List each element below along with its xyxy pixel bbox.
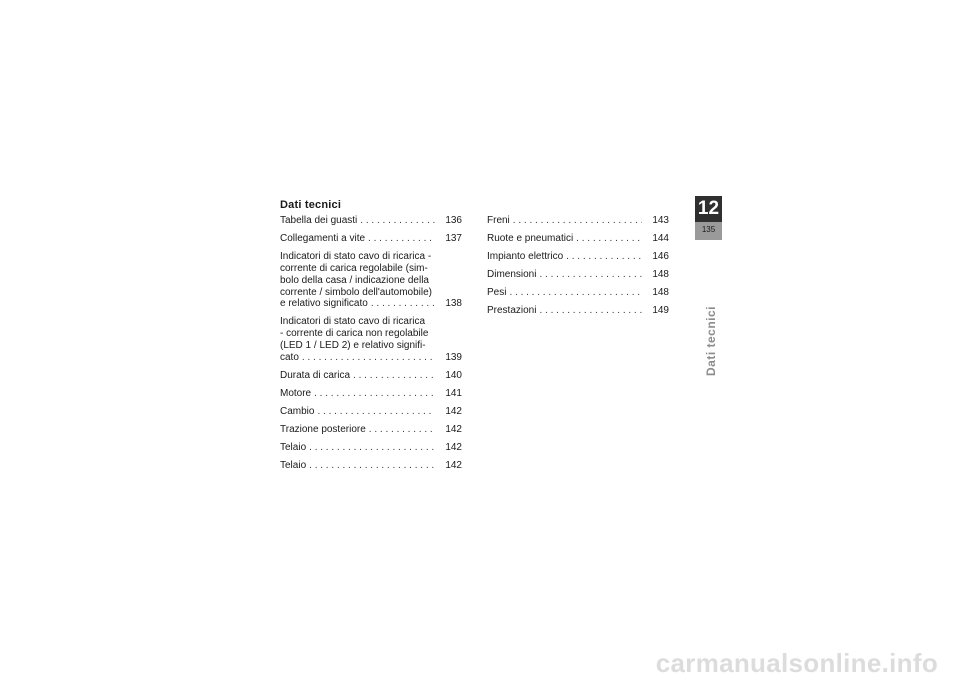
dot-leader	[368, 233, 435, 245]
toc-entry-title: Collegamenti a vite	[280, 233, 366, 245]
toc-entry-page: 148	[652, 287, 669, 299]
toc-entry-title: cato	[280, 351, 299, 363]
toc-entry-title: Impianto elettrico	[487, 251, 564, 263]
dot-leader	[509, 287, 642, 299]
toc-entry-line	[487, 305, 669, 317]
dot-leader	[369, 424, 435, 436]
toc-entry-line	[280, 388, 462, 400]
dot-leader	[317, 406, 435, 418]
toc-entry[interactable]	[280, 251, 462, 310]
toc-entry-line	[280, 424, 462, 436]
toc-entry-line	[487, 233, 669, 245]
toc-entry-title: Telaio	[280, 442, 307, 454]
toc-entry-page: 138	[445, 298, 462, 310]
toc-entry-page: 141	[445, 388, 462, 400]
toc-entry-line	[280, 233, 462, 245]
toc-entry[interactable]	[280, 406, 462, 418]
toc-entry-line	[280, 370, 462, 382]
toc-entry[interactable]	[280, 424, 462, 436]
toc-entry-line	[280, 442, 462, 454]
toc-entry-title: Telaio	[280, 460, 307, 472]
toc-entry-page: 149	[652, 305, 669, 317]
toc-entry-line	[487, 287, 669, 299]
toc-entry-line	[487, 251, 669, 263]
toc-entry[interactable]	[487, 287, 669, 299]
toc-entry-title-line: Indicatori di stato cavo di ricarica	[280, 316, 426, 328]
toc-entry-page: 139	[445, 351, 462, 363]
toc-entry[interactable]	[487, 305, 669, 317]
toc-entry-line	[280, 460, 462, 472]
toc-entry-page: 144	[652, 233, 669, 245]
toc-entry-title: Motore	[280, 388, 312, 400]
toc-entry-title: e relativo significato	[280, 298, 368, 310]
page-title: Dati tecnici	[280, 199, 342, 211]
toc-entry[interactable]	[280, 233, 462, 245]
toc-entry-title: Tabella dei guasti	[280, 215, 358, 226]
dot-leader	[539, 269, 642, 281]
page-number: 135	[695, 222, 722, 240]
toc-entry-page: 146	[652, 251, 669, 263]
toc-entry-title-line: (LED 1 / LED 2) e relativo signifi-	[280, 340, 426, 352]
toc-entry-line	[487, 269, 669, 281]
dot-leader	[566, 251, 642, 263]
toc-entry-title-line: corrente / simbolo dell'automobile)	[280, 286, 432, 298]
dot-leader	[360, 215, 435, 227]
toc-entry[interactable]	[487, 233, 669, 245]
toc-entry-line	[280, 298, 462, 310]
toc-column-left	[280, 215, 462, 479]
toc-entry-title: Durata di carica	[280, 369, 351, 381]
toc-entry-page: 148	[652, 269, 669, 281]
dot-leader	[302, 352, 435, 364]
toc-entry-page: 142	[445, 406, 462, 418]
toc-entry-page: 142	[445, 424, 462, 436]
toc-entry-title-line: Indicatori di stato cavo di ricarica -	[280, 251, 432, 263]
toc-entry[interactable]	[487, 269, 669, 281]
toc-entry-title: Cambio	[280, 406, 315, 418]
toc-entry-line	[487, 215, 669, 227]
toc-entry-title-line: - corrente di carica non regolabile	[280, 328, 429, 340]
chapter-side-title: Dati tecnici	[704, 305, 718, 377]
watermark: carmanualsonline.info	[655, 648, 938, 678]
toc-entry-page: 137	[445, 233, 462, 245]
toc-entry-page: 143	[652, 215, 669, 226]
toc-entry[interactable]	[487, 215, 669, 227]
dot-leader	[353, 370, 435, 382]
toc-entry[interactable]	[280, 442, 462, 454]
toc-entry-page: 142	[445, 442, 462, 454]
dot-leader	[309, 442, 435, 454]
toc-column-right	[487, 215, 669, 324]
dot-leader	[309, 460, 435, 472]
toc-entry-line	[280, 215, 462, 227]
chapter-number: 12	[697, 198, 720, 219]
toc-entry-title: Freni	[487, 215, 510, 226]
toc-entry[interactable]	[280, 388, 462, 400]
toc-entry-page: 136	[445, 215, 462, 226]
toc-entry-title: Prestazioni	[487, 305, 537, 317]
dot-leader	[539, 305, 642, 317]
toc-entry-title: Dimensioni	[487, 269, 537, 281]
toc-entry[interactable]	[280, 460, 462, 472]
toc-entry[interactable]	[487, 251, 669, 263]
toc-entry-line	[280, 352, 462, 364]
chapter-tab	[695, 196, 722, 240]
dot-leader	[371, 298, 435, 310]
toc-entry-page: 140	[445, 369, 462, 381]
toc-entry-page: 142	[445, 460, 462, 472]
toc-entry-title: Trazione posteriore	[280, 424, 366, 436]
dot-leader	[314, 388, 435, 400]
toc-entry-title: Ruote e pneumatici	[487, 233, 574, 245]
dot-leader	[576, 233, 642, 245]
toc-entry[interactable]	[280, 370, 462, 382]
toc-entry-line	[280, 406, 462, 418]
dot-leader	[513, 215, 642, 227]
toc-entry-title-line: corrente di carica regolabile (sim-	[280, 262, 428, 274]
toc-entry-title-line: bolo della casa / indicazione della	[280, 274, 429, 286]
toc-entry-title: Pesi	[487, 287, 507, 299]
toc-entry[interactable]	[280, 215, 462, 227]
toc-entry[interactable]	[280, 316, 462, 363]
